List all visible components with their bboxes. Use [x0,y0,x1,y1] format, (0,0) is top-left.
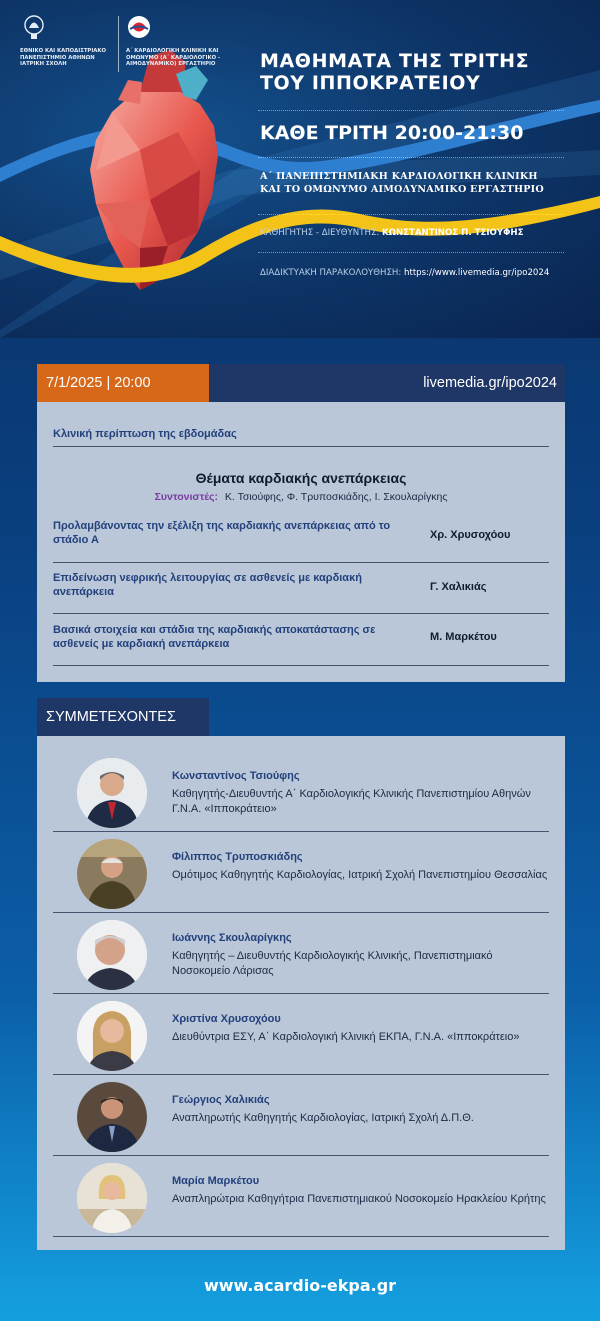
university-logo [20,14,112,68]
participant-card [37,1157,565,1237]
avatar [77,1082,147,1152]
divider [53,665,549,666]
participant-role: Ομότιμος Καθηγητής Καρδιολογίας, Ιατρική Σχολή Πανεπιστημίου Θεσσαλίας [172,869,548,881]
participants-heading: ΣΥΜΜΕΤΕΧΟΝΤΕΣ [37,698,209,736]
clinic-name: Α΄ ΠΑΝΕΠΙΣΤΗΜΙΑΚΗ ΚΑΡΔΙΟΛΟΓΙΚΗ ΚΛΙΝΙΚΗ ΚΑΙ ΤΟ ΟΜΩΝΥΜΟ ΑΙΜΟΔΥΝΑΜΙΚΟ ΕΡΓΑΣΤΗΡΙΟ [260,171,544,195]
participant-name: Ιωάννης Σκουλαρίγκης [172,932,292,944]
avatar [77,1001,147,1071]
divider [53,1155,549,1156]
avatar [77,758,147,828]
coordinators: Συντονιστές: Κ. Τσιούφης, Φ. Τρυποσκιάδης, Ι. Σκουλαρίγκης [154,491,448,503]
participant-name: Χριστίνα Χρυσοχόου [172,1013,281,1025]
participant-name: Φίλιππος Τρυποσκιάδης [172,851,303,863]
avatar [77,839,147,909]
participant-role: Καθηγητής – Διευθυντής Καρδιολογικής Κλινικής, Πανεπιστημιακό Νοσοκομείο Λάρισας [172,950,493,977]
university-logo-text: ΕΘΝΙΚΟ ΚΑΙ ΚΑΠΟΔΙΣΤΡΙΑΚΟ ΠΑΝΕΠΙΣΤΗΜΙΟ ΑΘΗΝΩΝ ΙΑΤΡΙΚΗ ΣΧΟΛΗ [20,48,106,68]
program-header [37,364,565,402]
divider [53,613,549,614]
participant-card [37,833,565,913]
participant-card [37,1076,565,1156]
event-date: 7/1/2025 | 20:00 [37,364,209,402]
divider [53,1236,549,1237]
program-panel: Κλινική περίπτωση της εβδομάδας Θέματα καρδιακής ανεπάρκειας Συντονιστές: Κ. Τσιούφης, Φ. Τρυποσκιάδης, Ι. Σκουλαρίγκης Προλαμβάνοντας την εξέλιξη της καρδιακής ανεπάρκειας από το στάδιο Α Χρ. Χρυσοχόου Επιδείνωση νεφρικής λειτουργίας σε ασθενείς με καρδιακή ανεπάρκεια Γ. Χαλικιάς Βασικά στοιχεία και στάδια της καρδιακής αποκατάστασης σε ασθενείς με καρδιακή ανεπάρκεια Μ. Μαρκέτου [37,402,565,682]
divider [53,446,549,447]
livemedia-link[interactable]: livemedia.gr/ipo2024 [423,375,557,391]
participant-role: Αναπληρώτρια Καθηγήτρια Πανεπιστημιακού Νοσοκομείο Ηρακλείου Κρήτης [172,1193,546,1205]
participant-card [37,914,565,994]
participant-card [37,995,565,1075]
talk-speaker: Γ. Χαλικιάς [430,581,487,593]
stream-line: ΔΙΑΔΙΚΤΥΑΚΗ ΠΑΡΑΚΟΛΟΥΘΗΣΗ: https://www.livemedia.gr/ipo2024 [260,268,550,278]
participant-name: Κωνσταντίνος Τσιούφης [172,770,300,782]
avatar [77,920,147,990]
header-banner [0,0,600,338]
clinic-emblem-icon [126,14,154,40]
professor-name: ΚΩΝΣΤΑΝΤΙΝΟΣ Π. ΤΣΙΟΥΦΗΣ [382,228,524,238]
talk-speaker: Χρ. Χρυσοχόου [430,529,511,541]
participant-role: Αναπληρωτής Καθηγητής Καρδιολογίας, Ιατρική Σχολή Δ.Π.Θ. [172,1112,474,1124]
divider [53,912,549,913]
divider [258,214,564,215]
talk-speaker: Μ. Μαρκέτου [430,631,497,643]
logo-divider [118,16,119,72]
website-link[interactable]: www.acardio-ekpa.gr [203,1276,397,1295]
divider [53,562,549,563]
participant-role: Διευθύντρια ΕΣΥ, Α΄ Καρδιολογική Κλινική ΕΚΠΑ, Γ.Ν.Α. «Ιπποκράτειο» [172,1031,520,1043]
divider [53,1074,549,1075]
case-of-week-label: Κλινική περίπτωση της εβδομάδας [53,428,237,440]
participant-role: Καθηγητής-Διευθυντής Α΄ Καρδιολογικής Κλινικής Πανεπιστημίου Αθηνών Γ.Ν.Α. «Ιπποκράτειο» [172,788,531,815]
professor-line: ΚΑΘΗΓΗΤΗΣ - ΔΙΕΥΘΥΝΤΗΣ: ΚΩΝΣΤΑΝΤΙΝΟΣ Π. ΤΣΙΟΥΦΗΣ [260,228,524,238]
athena-emblem-icon [20,14,48,40]
lecture-series-title: ΜΑΘΗΜΑΤΑ ΤΗΣ ΤΡΙΤΗΣ ΤΟΥ ΙΠΠΟΚΡΑΤΕΙΟΥ [260,50,530,94]
divider [53,993,549,994]
participant-name: Γεώργιος Χαλικιάς [172,1094,270,1106]
participants-panel [37,736,565,1250]
divider [258,252,564,253]
schedule-text: ΚΑΘΕ ΤΡΙΤΗ 20:00-21:30 [260,122,524,144]
divider [258,157,564,158]
participant-card [37,752,565,832]
divider [258,110,564,111]
stream-link[interactable]: https://www.livemedia.gr/ipo2024 [404,268,550,278]
divider [53,831,549,832]
avatar [77,1163,147,1233]
clinic-logo [126,14,238,68]
participant-name: Μαρία Μαρκέτου [172,1175,260,1187]
session-title: Θέματα καρδιακής ανεπάρκειας [195,470,407,486]
clinic-logo-text: Α΄ ΚΑΡΔΙΟΛΟΓΙΚΗ ΚΛΙΝΙΚΗ ΚΑΙ ΟΜΩΝΥΜΟ (Α΄ ΚΑΡΔΙΟΛΟΓΙΚΟ - ΑΙΜΟΔΥΝΑΜΙΚΟ) ΕΡΓΑΣΤΗΡΙΟ [126,48,221,68]
